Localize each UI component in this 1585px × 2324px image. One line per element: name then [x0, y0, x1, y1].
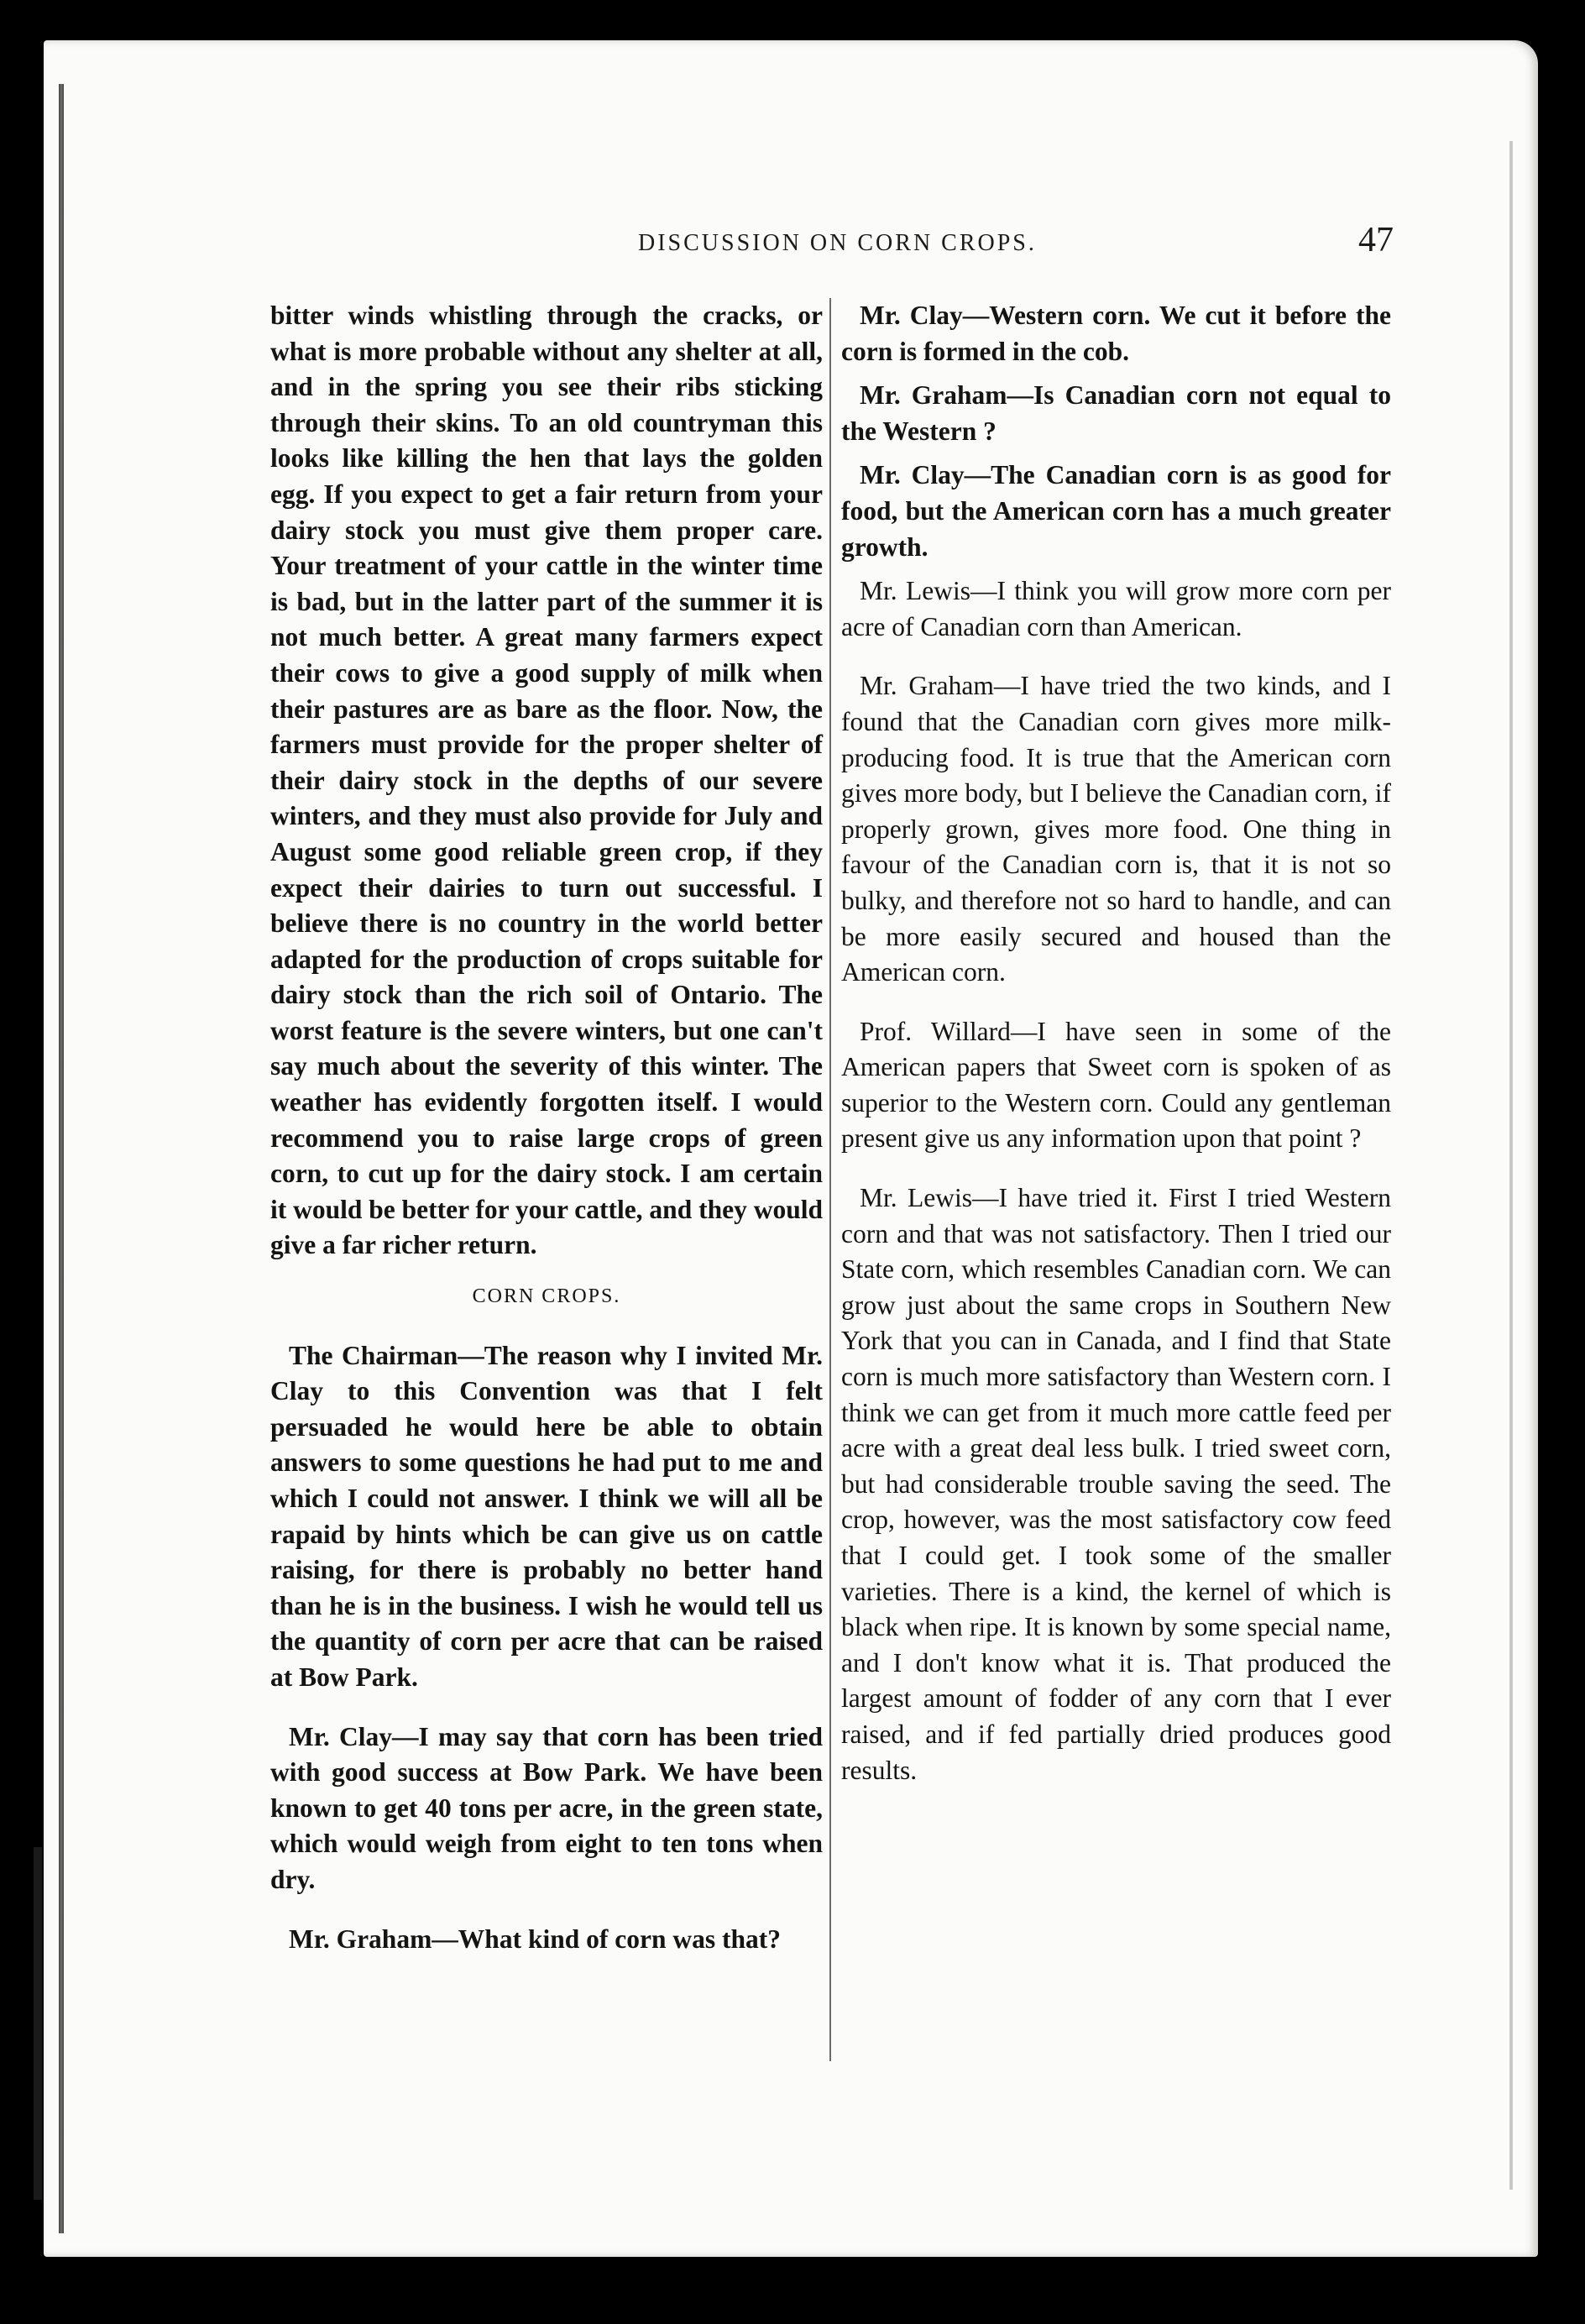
right-column	[841, 298, 1391, 1812]
section-heading: CORN CROPS.	[472, 1285, 621, 1308]
binding-shadow-lower	[34, 1847, 42, 2200]
paragraph: Mr. Lewis—I have tried it. First I tried Western corn and that was not satisfactory. Then I tried our State corn, which resembles Canadian corn. We can grow just about the same crops in Southern New York that you can in Canada, and I find that State corn is much more satisfactory than Western corn. I think we can get from it much more cattle feed per acre with a great deal less bulk. I tried sweet corn, but had considerable trouble saving the seed. The crop, however, was the most satisfactory cow feed that I could get. I took some of the smaller varieties. There is a kind, the kernel of which is black when ripe. It is known by some special name, and I don't know what it is. That produced the largest amount of fodder of any corn that I ever raised, and if fed partially dried produces good results.	[841, 1183, 1391, 1785]
binding-shadow	[59, 84, 64, 2233]
paragraph: Mr. Clay—Western corn. We cut it before the corn is formed in the cob.	[841, 301, 1391, 366]
running-head: DISCUSSION ON CORN CROPS.	[638, 230, 1037, 256]
paragraph: Mr. Clay—I may say that corn has been tried with good success at Bow Park. We have been known to get 40 tons per acre, in the green state, which would weigh from eight to ten tons when dry.	[270, 1721, 823, 1894]
paragraph: Prof. Willard—I have seen in some of the American papers that Sweet corn is spoken of as superior to the Western corn. Could any gentleman present give us any information upon that point ?	[841, 1016, 1391, 1154]
page-edge	[1509, 141, 1513, 2190]
paragraph: Mr. Lewis—I think you will grow more corn per acre of Canadian corn than American.	[841, 576, 1391, 641]
page-number: 47	[1358, 221, 1394, 259]
left-column	[270, 298, 823, 1981]
page-header	[269, 220, 1394, 262]
paragraph: Mr. Graham—I have tried the two kinds, and I found that the Canadian corn gives more milk-producing food. It is true that the American corn gives more body, but I believe the Canadian corn, if properly grown, gives more food. One thing in favour of the Canadian corn is, that it is not so bulky, and therefore not so hard to handle, and can be more easily secured and housed than the American corn.	[841, 671, 1391, 987]
column-divider	[829, 298, 831, 2061]
paragraph: bitter winds whistling through the cracks, or what is more probable without any shelter at all, and in the spring you see their ribs sticking through their skins. To an old countryman this looks like killing the hen that lays the golden egg. If you expect to get a fair return from your dairy stock you must give them proper care. Your treatment of your cattle in the winter time is bad, but in the latter part of the summer it is not much better. A great many farmers expect their cows to give a good supply of milk when their pastures are as bare as the floor. Now, the farmers must provide for the proper shelter of their dairy stock in the depths of our severe winters, and they must also provide for July and August some good reliable green crop, if they expect their dairies to turn out successful. I believe there is no country in the world better adapted for the production of crops suitable for dairy stock than the rich soil of Ontario. The worst feature is the severe winters, but one can't say much about the severity of this winter. The weather has evidently forgotten itself. I would recommend you to raise large crops of green corn, to cut up for the dairy stock. I am certain it would be better for your cattle, and they would give a far richer return.	[270, 301, 823, 1260]
paragraph: Mr. Graham—Is Canadian corn not equal to the Western ?	[841, 380, 1391, 446]
paragraph: The Chairman—The reason why I invited Mr. Clay to this Convention was that I felt persuaded he would here be able to obtain answers to some questions he had put to me and which I could not answer. I think we will all be rapaid by hints which be can give us on cattle raising, for there is probably no better hand than he is in the business. I wish he would tell us the quantity of corn per acre that can be raised at Bow Park.	[270, 1340, 823, 1692]
paragraph: Mr. Clay—The Canadian corn is as good for food, but the American corn has a much greater growth.	[841, 460, 1391, 562]
paragraph: Mr. Graham—What kind of corn was that?	[289, 1924, 781, 1954]
